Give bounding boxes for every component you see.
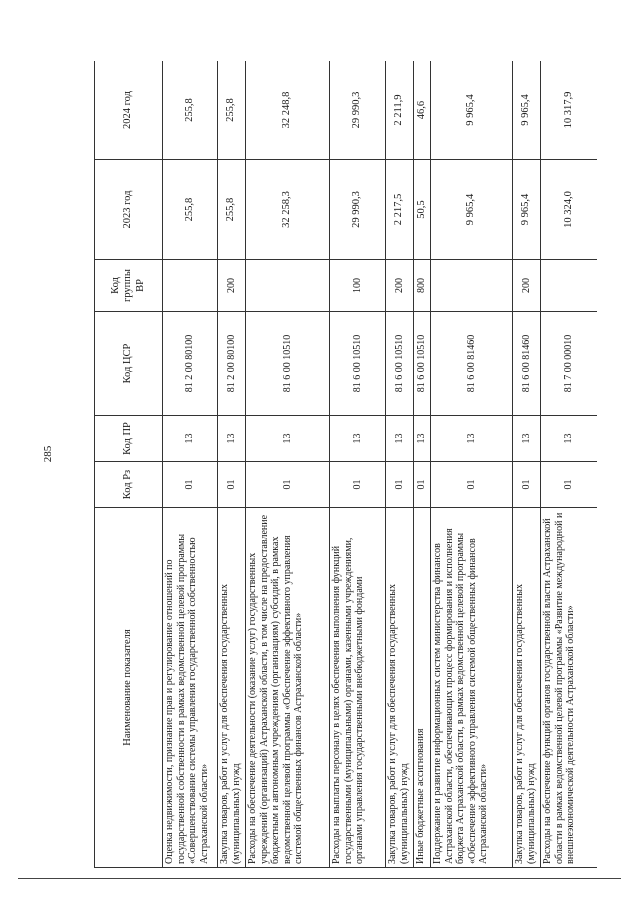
row-2024: 32 248,8 [246,61,330,160]
row-pr: 13 [246,416,330,462]
row-rz: 01 [246,462,330,508]
table-body [163,61,598,868]
row-vr: 200 [386,260,414,312]
row-csr: 81 6 00 10510 [414,312,431,416]
row-name: Иные бюджетные ассигнования [414,508,431,868]
table-row [414,61,431,868]
row-csr: 81 6 00 81460 [431,312,513,416]
document-body [94,61,597,868]
row-2023: 29 990,3 [330,160,386,260]
row-rz: 01 [541,462,598,508]
row-vr [163,260,218,312]
row-name: Оценка недвижимости, признание прав и регулирование отношений по государственной собственности в рамках ведомственной целевой программы «Совершенствование системы управления государственной собственностью Астраханской области» [163,508,218,868]
row-vr [431,260,513,312]
header-2024: 2024 год [95,61,163,160]
budget-table [94,61,597,868]
row-csr: 81 2 00 80100 [163,312,218,416]
table-header [95,61,163,868]
row-name: Расходы на обеспечение деятельности (оказание услуг) государственных учреждений (организаций) Астраханской области, в том числе на предоставление бюджетным и автономным учреждениям (организациям) субсидий, в рамках ведомственной целевой программы «Обеспечение эффективного управления системой общественных финансов Астраханской области» [246,508,330,868]
bottom-divider [18,878,621,879]
row-csr: 81 6 00 81460 [513,312,541,416]
row-2024: 255,8 [163,61,218,160]
row-pr: 13 [163,416,218,462]
table-row [513,61,541,868]
row-pr: 13 [513,416,541,462]
row-rz: 01 [218,462,246,508]
table-row [330,61,386,868]
row-csr: 81 6 00 10510 [246,312,330,416]
row-2024: 10 317,9 [541,61,598,160]
row-name: Закупка товаров, работ и услуг для обеспечения государственных (муниципальных) нужд [386,508,414,868]
row-vr: 200 [218,260,246,312]
row-2024: 255,8 [218,61,246,160]
row-pr: 13 [218,416,246,462]
row-2023: 9 965,4 [431,160,513,260]
header-vr: Код группы ВР [95,260,163,312]
row-vr: 200 [513,260,541,312]
row-pr: 13 [386,416,414,462]
row-rz: 01 [431,462,513,508]
row-name: Поддержание и развитие информационных систем министерства финансов Астраханской области, обеспечивающих процесс формирования и исполнения бюджета Астраханской области, в рамках ведомственной целевой программы «Обеспечение эффективного управления системой общественных финансов Астраханской области» [431,508,513,868]
row-rz: 01 [330,462,386,508]
header-csr: Код ЦСР [95,312,163,416]
table-row [431,61,513,868]
row-pr: 13 [330,416,386,462]
rotated-table-container [94,61,597,868]
header-row [95,61,163,868]
row-2024: 29 990,3 [330,61,386,160]
row-name: Закупка товаров, работ и услуг для обеспечения государственных (муниципальных) нужд [513,508,541,868]
row-rz: 01 [386,462,414,508]
header-pr: Код ПР [95,416,163,462]
row-csr: 81 6 00 10510 [330,312,386,416]
page-number: 285 [42,445,54,463]
row-2023: 50,5 [414,160,431,260]
table-row [541,61,598,868]
row-2023: 9 965,4 [513,160,541,260]
row-vr [246,260,330,312]
row-name: Расходы на обеспечение функций органов государственной власти Астраханской области в рамках ведомственной целевой программы «Развитие международной и внешнеэкономической деятельности Астраханской области» [541,508,598,868]
row-rz: 01 [163,462,218,508]
row-2023: 255,8 [163,160,218,260]
row-vr: 800 [414,260,431,312]
row-2024: 2 211,9 [386,61,414,160]
header-rz: Код Рз [95,462,163,508]
row-2024: 46,6 [414,61,431,160]
header-2023: 2023 год [95,160,163,260]
row-name: Закупка товаров, работ и услуг для обеспечения государственных (муниципальных) нужд [218,508,246,868]
table-row [246,61,330,868]
row-2023: 255,8 [218,160,246,260]
row-rz: 01 [513,462,541,508]
row-2024: 9 965,4 [431,61,513,160]
row-csr: 81 7 00 00010 [541,312,598,416]
table-row [386,61,414,868]
table-row [163,61,218,868]
row-2024: 9 965,4 [513,61,541,160]
row-2023: 10 324,0 [541,160,598,260]
header-name: Наименование показателя [95,508,163,868]
row-pr: 13 [431,416,513,462]
row-vr: 100 [330,260,386,312]
row-2023: 2 217,5 [386,160,414,260]
row-rz: 01 [414,462,431,508]
row-pr: 13 [414,416,431,462]
row-csr: 81 2 00 80100 [218,312,246,416]
row-2023: 32 258,3 [246,160,330,260]
row-vr [541,260,598,312]
row-csr: 81 6 00 10510 [386,312,414,416]
row-pr: 13 [541,416,598,462]
table-row [218,61,246,868]
row-name: Расходы на выплаты персоналу в целях обеспечения выполнения функций государственными (муниципальными) органами, казенными учреждениями, органами управления государственными внебюджетными фондами [330,508,386,868]
